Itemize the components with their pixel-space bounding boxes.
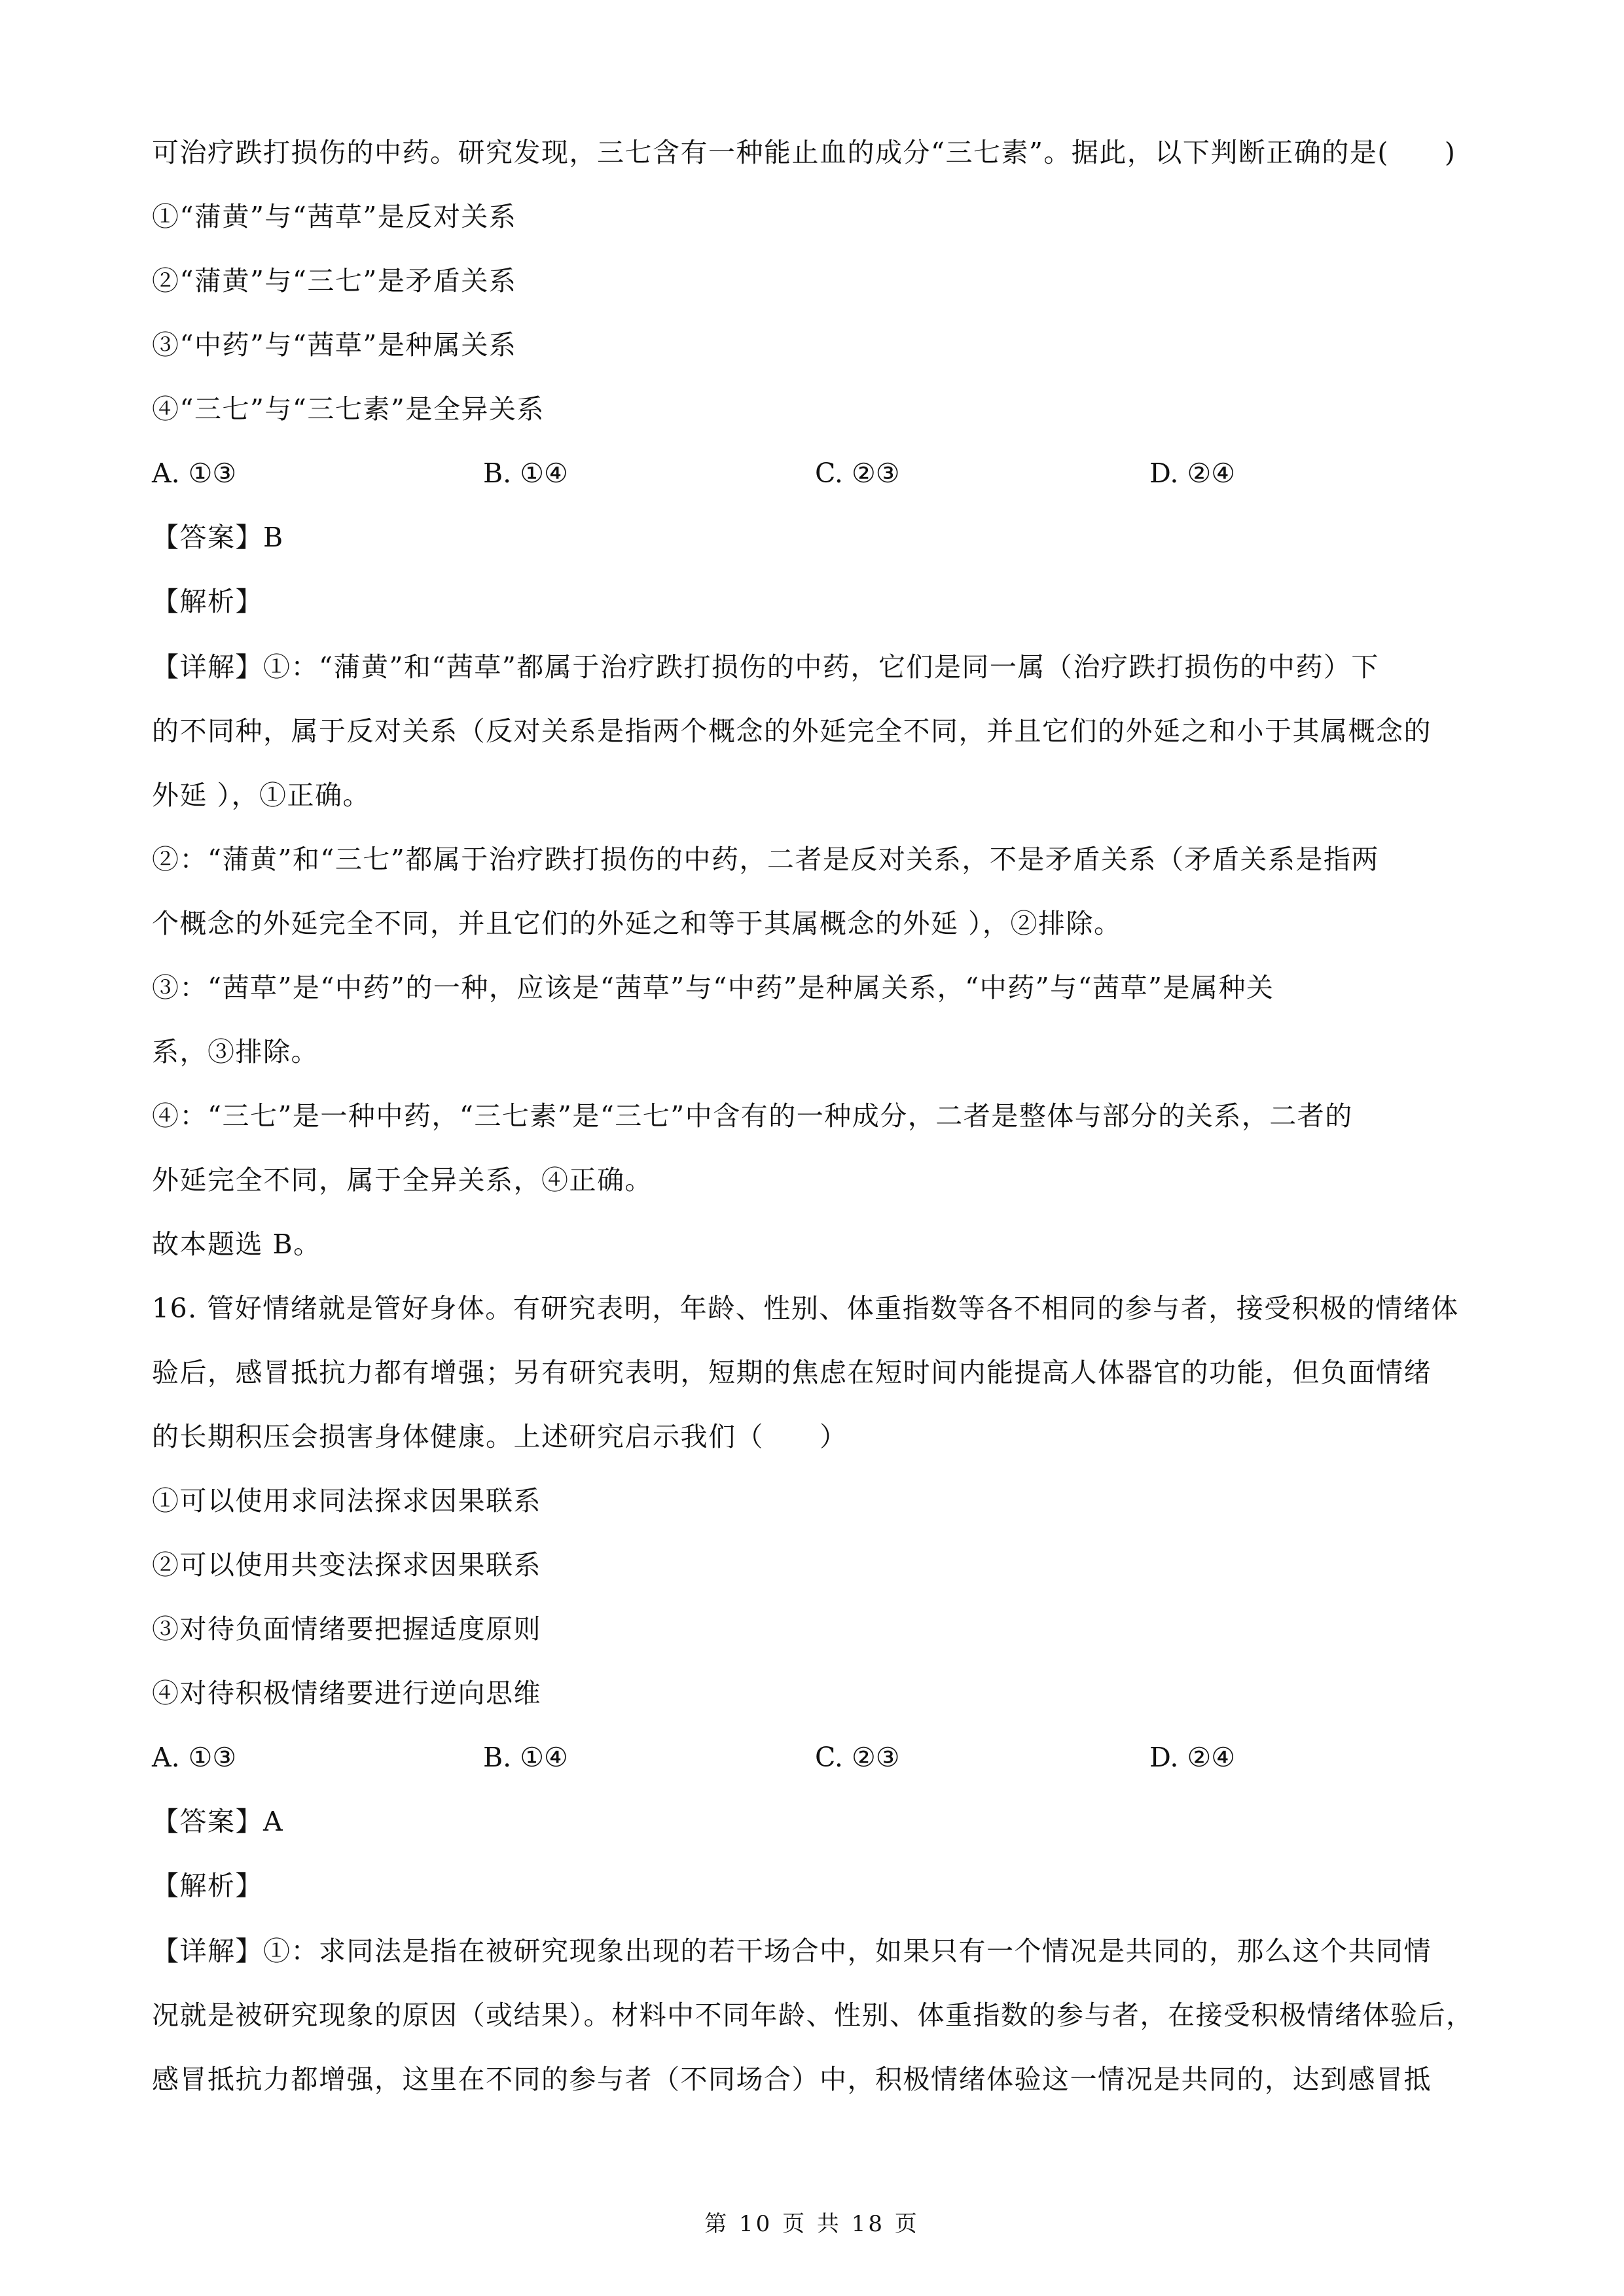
q15-detail-line: 外延 ），①正确。	[152, 780, 371, 811]
q16-item-1: ①可以使用求同法探求因果联系	[152, 1485, 541, 1516]
q15-detail-line: ③：“茜草”是“中药”的一种，应该是“茜草”与“中药”是种属关系，“中药”与“茜草”是属种关	[152, 972, 1274, 1003]
q15-detail-line: 系，③排除。	[152, 1036, 319, 1067]
page-number-footer: 第 10 页 共 18 页	[704, 2211, 920, 2237]
q15-item-2: ②“蒲黄”与“三七”是矛盾关系	[152, 265, 517, 296]
q15-detail-line: 个概念的外延完全不同，并且它们的外延之和等于其属概念的外延 ），②排除。	[152, 908, 1122, 939]
q15-detail-line: 【详解】①：“蒲黄”和“茜草”都属于治疗跌打损伤的中药，它们是同一属（治疗跌打损伤的中药）下	[152, 651, 1379, 683]
q15-item-4: ④“三七”与“三七素”是全异关系	[152, 393, 545, 425]
q16-detail-line: 【详解】①：求同法是指在被研究现象出现的若干场合中，如果只有一个情况是共同的，那么这个共同情	[152, 1935, 1432, 1967]
q16-stem-line: 16. 管好情绪就是管好身体。有研究表明，年龄、性别、体重指数等各不相同的参与者，接受积极的情绪体	[152, 1293, 1459, 1324]
q16-answer: 【答案】A	[152, 1806, 284, 1837]
q15-item-3: ③“中药”与“茜草”是种属关系	[152, 329, 517, 361]
q15-stem-tail: 可治疗跌打损伤的中药。研究发现，三七含有一种能止血的成分“三七素”。据此，以下判断正确的是( )	[152, 137, 1456, 168]
q15-detail-line: ②：“蒲黄”和“三七”都属于治疗跌打损伤的中药，二者是反对关系，不是矛盾关系（矛盾关系是指两	[152, 844, 1379, 875]
q15-answer: 【答案】B	[152, 522, 284, 553]
q15-conclusion: 故本题选 B。	[152, 1229, 321, 1260]
q15-detail-line: 外延完全不同，属于全异关系，④正确。	[152, 1164, 653, 1196]
q16-detail-line: 感冒抵抗力都增强，这里在不同的参与者（不同场合）中，积极情绪体验这一情况是共同的，达到感冒抵	[152, 2064, 1432, 2095]
q15-detail-line: 的不同种，属于反对关系（反对关系是指两个概念的外延完全不同，并且它们的外延之和小于其属概念的	[152, 715, 1432, 747]
q16-item-2: ②可以使用共变法探求因果联系	[152, 1549, 541, 1581]
q15-option-d: D. ②④	[1149, 457, 1235, 489]
q16-stem-line: 验后，感冒抵抗力都有增强；另有研究表明，短期的焦虑在短时间内能提高人体器官的功能，但负面情绪	[152, 1357, 1432, 1388]
q16-option-c: C. ②③	[815, 1742, 900, 1773]
q16-option-a: A. ①③	[152, 1742, 237, 1773]
q15-option-c: C. ②③	[815, 457, 900, 489]
q15-item-1: ①“蒲黄”与“茜草”是反对关系	[152, 201, 517, 232]
q16-stem-line: 的长期积压会损害身体健康。上述研究启示我们（ ）	[152, 1421, 848, 1452]
q16-item-4: ④对待积极情绪要进行逆向思维	[152, 1677, 541, 1709]
q15-option-a: A. ①③	[152, 457, 237, 489]
q16-option-b: B. ①④	[483, 1742, 568, 1773]
q15-option-b: B. ①④	[483, 457, 568, 489]
q16-option-d: D. ②④	[1149, 1742, 1235, 1773]
q16-analysis-label: 【解析】	[152, 1870, 263, 1901]
q16-detail-line: 况就是被研究现象的原因（或结果）。材料中不同年龄、性别、体重指数的参与者，在接受积极情绪体验后，	[152, 2000, 1474, 2031]
q16-item-3: ③对待负面情绪要把握适度原则	[152, 1613, 541, 1645]
q15-detail-line: ④：“三七”是一种中药，“三七素”是“三七”中含有的一种成分，二者是整体与部分的关系，二者的	[152, 1100, 1353, 1132]
q15-analysis-label: 【解析】	[152, 586, 263, 617]
